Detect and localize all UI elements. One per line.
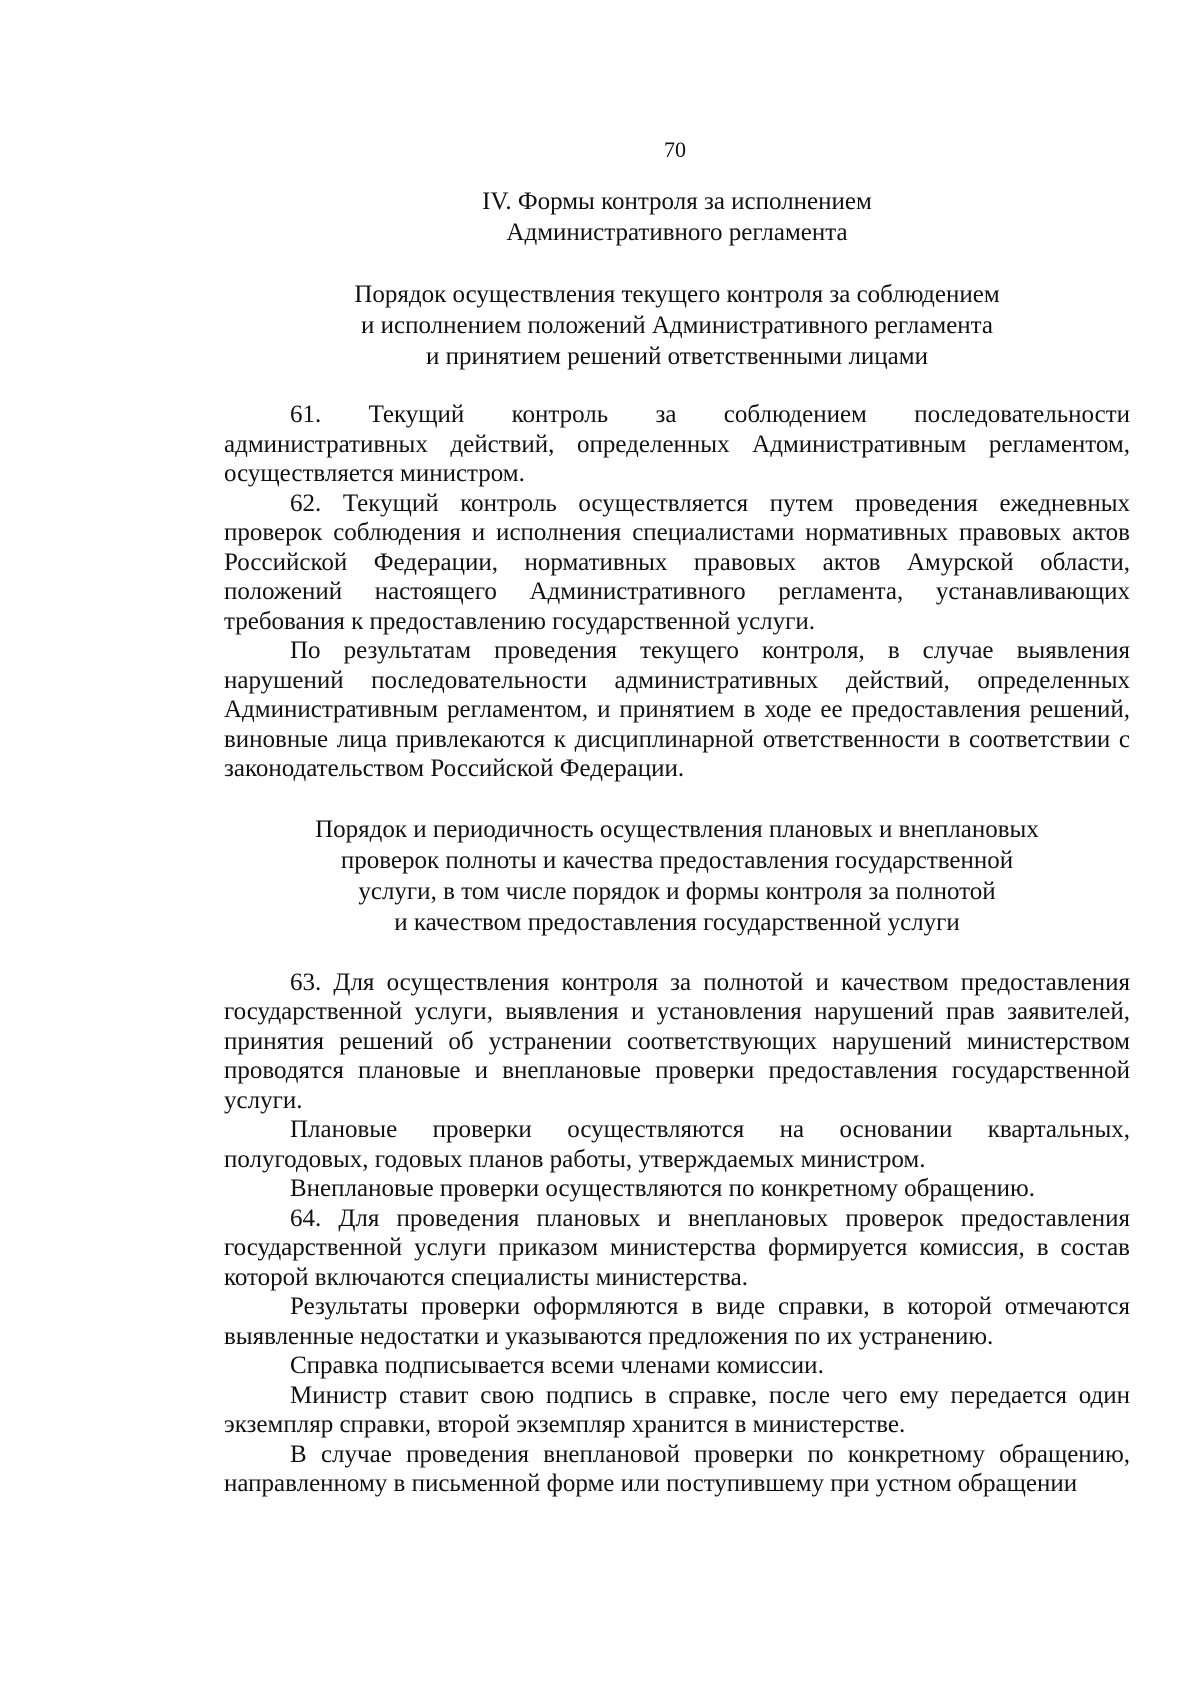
paragraph-61: 61. Текущий контроль за соблюдением последовательности административных действий, определенных Административным регламентом, осуществляется министром.	[224, 401, 1130, 487]
subheading-line: и принятием решений ответственными лицами	[426, 343, 928, 370]
paragraph-minister-signature: Министр ставит свою подпись в справке, после чего ему передается один экземпляр справки, второй экземпляр хранится в министерстве.	[224, 1381, 1130, 1438]
subheading-inspections	[224, 814, 1130, 938]
paragraph-check-results: Результаты проверки оформляются в виде справки, в которой отмечаются выявленные недостатки и указываются предложения по их устранению.	[224, 1293, 1130, 1350]
subheading-line: услуги, в том числе порядок и формы контроля за полнотой	[358, 877, 996, 905]
paragraph-63: 63. Для осуществления контроля за полнотой и качеством предоставления государственной услуги, выявления и установления нарушений прав заявителей, принятия решений об устранении соответствующих нарушений министерством проводятся плановые и внеплановые проверки предоставления государственной услуги.	[224, 968, 1130, 1114]
document-body	[224, 186, 1130, 1499]
subheading-line: и качеством предоставления государственной услуги	[394, 908, 960, 936]
paragraph-64: 64. Для проведения плановых и внеплановых проверок предоставления государственной услуги приказом министерства формируется комиссия, в состав которой включаются специалисты министерства.	[224, 1204, 1130, 1291]
paragraph-62-continuation: По результатам проведения текущего контроля, в случае выявления нарушений последовательности административных действий, определенных Административным регламентом, и принятием в ходе ее предоставления решений, виновные лица привлекаются к дисциплинарной ответственности в соответствии с законодательством Российской Федерации.	[224, 637, 1130, 782]
subheading-current-control	[224, 279, 1130, 372]
subheading-line: проверок полноты и качества предоставления государственной	[340, 846, 1014, 874]
subheading-line: Порядок осуществления текущего контроля за соблюдением	[354, 281, 1000, 308]
section-heading-line: IV. Формы контроля за исполнением	[482, 188, 872, 215]
subheading-line: Порядок и периодичность осуществления плановых и внеплановых	[315, 815, 1039, 843]
page-number: 70	[664, 137, 686, 162]
paragraph-report-signed: Справка подписывается всеми членами комиссии.	[290, 1352, 824, 1379]
paragraph-unplanned-checks: Внеплановые проверки осуществляются по конкретному обращению.	[290, 1175, 1035, 1202]
paragraph-planned-checks: Плановые проверки осуществляются на основании квартальных, полугодовых, годовых планов работы, утверждаемых министром.	[224, 1116, 1130, 1173]
paragraph-62: 62. Текущий контроль осуществляется путем проведения ежедневных проверок соблюдения и исполнения специалистами нормативных правовых актов Российской Федерации, нормативных правовых актов Амурской области, положений настоящего Административного регламента, устанавливающих требования к предоставлению государственной услуги.	[224, 489, 1130, 635]
paragraph-unplanned-appeal: В случае проведения внеплановой проверки по конкретному обращению, направленному в письменной форме или поступившему при устном обращении	[224, 1440, 1130, 1497]
section-heading	[224, 186, 1130, 248]
subheading-line: и исполнением положений Административного регламента	[360, 312, 993, 339]
section-heading-line: Административного регламента	[506, 219, 848, 246]
